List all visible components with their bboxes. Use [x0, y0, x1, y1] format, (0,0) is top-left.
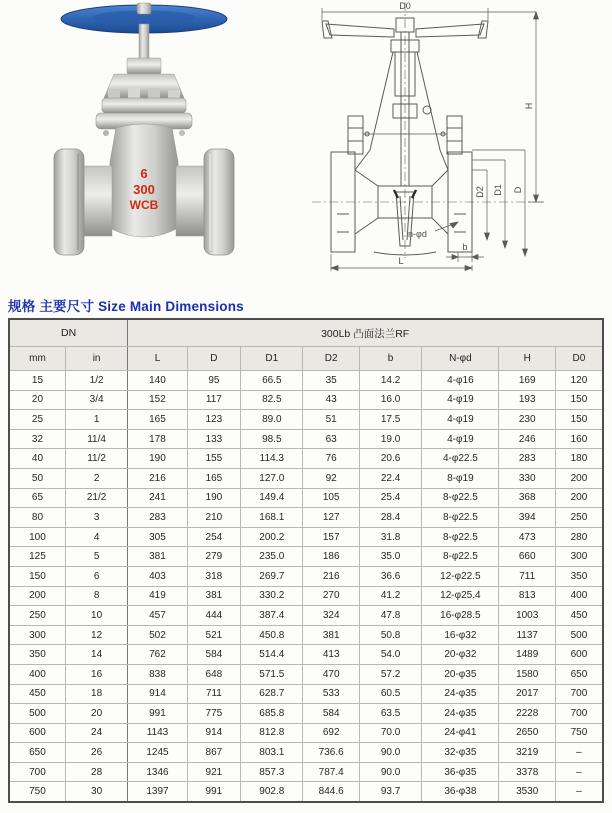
cell-d2: 584 — [303, 704, 359, 724]
cell-dn-in: 4 — [65, 527, 127, 547]
cell-b: 35.0 — [359, 547, 421, 567]
cell-h: 169 — [499, 371, 555, 391]
valve-photo — [52, 2, 238, 268]
cell-h: 330 — [499, 468, 555, 488]
table-row — [9, 566, 603, 586]
cell-h: 246 — [499, 429, 555, 449]
photo-marking-class: 300 — [133, 182, 155, 197]
cell-d: 914 — [187, 723, 240, 743]
cell-l: 1245 — [128, 743, 187, 763]
cell-b: 60.5 — [359, 684, 421, 704]
cell-d2: 270 — [303, 586, 359, 606]
valve-drawing-graphic — [308, 0, 548, 278]
cell-d0: 200 — [555, 488, 603, 508]
cell-h: 3219 — [499, 743, 555, 763]
cell-n-phi-d: 12-φ22.5 — [422, 566, 499, 586]
cell-d0: 250 — [555, 508, 603, 528]
cell-l: 1397 — [128, 782, 187, 802]
cell-n-phi-d: 8-φ19 — [422, 468, 499, 488]
table-row — [9, 429, 603, 449]
cell-d2: 157 — [303, 527, 359, 547]
cell-d2: 381 — [303, 625, 359, 645]
cell-d0: 400 — [555, 586, 603, 606]
table-row — [9, 488, 603, 508]
cell-h: 193 — [499, 390, 555, 410]
cell-d: 133 — [187, 429, 240, 449]
cell-d: 165 — [187, 468, 240, 488]
cell-d: 254 — [187, 527, 240, 547]
cell-b: 19.0 — [359, 429, 421, 449]
cell-d2: 127 — [303, 508, 359, 528]
cell-dn-in: 2 — [65, 468, 127, 488]
cell-n-phi-d: 16-φ28.5 — [422, 606, 499, 626]
cell-n-phi-d: 8-φ22.5 — [422, 527, 499, 547]
cell-dn-mm: 20 — [9, 390, 65, 410]
cell-dn-in: 3 — [65, 508, 127, 528]
cell-d2: 533 — [303, 684, 359, 704]
cell-dn-mm: 750 — [9, 782, 65, 802]
cell-l: 838 — [128, 664, 187, 684]
cell-dn-mm: 600 — [9, 723, 65, 743]
cell-d0: – — [555, 782, 603, 802]
cell-d1: 387.4 — [241, 606, 303, 626]
dim-label-d: D — [513, 186, 523, 194]
cell-h: 283 — [499, 449, 555, 469]
cell-dn-in: 1 — [65, 410, 127, 430]
cell-d1: 149.4 — [241, 488, 303, 508]
cell-dn-mm: 650 — [9, 743, 65, 763]
cell-b: 25.4 — [359, 488, 421, 508]
photo-body — [110, 124, 178, 237]
cell-l: 914 — [128, 684, 187, 704]
table-row — [9, 508, 603, 528]
cell-h: 813 — [499, 586, 555, 606]
cell-dn-mm: 300 — [9, 625, 65, 645]
cell-l: 165 — [128, 410, 187, 430]
cell-dn-mm: 15 — [9, 371, 65, 391]
cell-dn-in: 1/2 — [65, 371, 127, 391]
cell-dn-in: 21/2 — [65, 488, 127, 508]
table-row — [9, 527, 603, 547]
cell-dn-in: 10 — [65, 606, 127, 626]
cell-l: 381 — [128, 547, 187, 567]
cell-b: 16.0 — [359, 390, 421, 410]
table-row — [9, 468, 603, 488]
cell-d0: 650 — [555, 664, 603, 684]
cell-n-phi-d: 4-φ19 — [422, 410, 499, 430]
table-column-header-row — [9, 347, 603, 371]
cell-d: 117 — [187, 390, 240, 410]
cell-h: 1137 — [499, 625, 555, 645]
cell-d2: 43 — [303, 390, 359, 410]
cell-d0: 150 — [555, 390, 603, 410]
table-row — [9, 684, 603, 704]
table-row — [9, 704, 603, 724]
cell-n-phi-d: 20-φ32 — [422, 645, 499, 665]
table-row — [9, 371, 603, 391]
cell-l: 1346 — [128, 762, 187, 782]
cell-d0: 450 — [555, 606, 603, 626]
table-row — [9, 782, 603, 802]
cell-l: 283 — [128, 508, 187, 528]
cell-l: 216 — [128, 468, 187, 488]
cell-h: 368 — [499, 488, 555, 508]
cell-l: 457 — [128, 606, 187, 626]
cell-dn-mm: 450 — [9, 684, 65, 704]
cell-d1: 127.0 — [241, 468, 303, 488]
photo-stem — [104, 24, 184, 98]
cell-dn-in: 18 — [65, 684, 127, 704]
cell-dn-mm: 350 — [9, 645, 65, 665]
cell-d2: 76 — [303, 449, 359, 469]
cell-dn-mm: 125 — [9, 547, 65, 567]
cell-d: 95 — [187, 371, 240, 391]
cell-d2: 787.4 — [303, 762, 359, 782]
cell-d0: 180 — [555, 449, 603, 469]
cell-d2: 736.6 — [303, 743, 359, 763]
cell-d: 318 — [187, 566, 240, 586]
cell-l: 991 — [128, 704, 187, 724]
cell-d0: 150 — [555, 410, 603, 430]
cell-dn-in: 6 — [65, 566, 127, 586]
cell-d2: 105 — [303, 488, 359, 508]
dim-label-n-phi-d: n-φd — [408, 229, 427, 239]
cell-l: 152 — [128, 390, 187, 410]
valve-drawing — [308, 0, 548, 278]
cell-dn-mm: 500 — [9, 704, 65, 724]
cell-d2: 324 — [303, 606, 359, 626]
cell-dn-in: 14 — [65, 645, 127, 665]
cell-d2: 35 — [303, 371, 359, 391]
cell-b: 28.4 — [359, 508, 421, 528]
valve-photo-graphic — [52, 2, 238, 268]
table-group-header-row — [9, 319, 603, 347]
cell-d2: 844.6 — [303, 782, 359, 802]
page-title: 规格 主要尺寸 Size Main Dimensions — [8, 299, 244, 314]
cell-n-phi-d: 36-φ38 — [422, 782, 499, 802]
cell-d2: 692 — [303, 723, 359, 743]
cell-d2: 51 — [303, 410, 359, 430]
cell-dn-mm: 40 — [9, 449, 65, 469]
cell-d: 381 — [187, 586, 240, 606]
cell-n-phi-d: 4-φ19 — [422, 390, 499, 410]
cell-dn-in: 16 — [65, 664, 127, 684]
cell-d: 711 — [187, 684, 240, 704]
dimensions-table — [8, 318, 604, 803]
cell-dn-mm: 25 — [9, 410, 65, 430]
cell-h: 1489 — [499, 645, 555, 665]
cell-d1: 114.3 — [241, 449, 303, 469]
table-row — [9, 743, 603, 763]
cell-dn-in: 12 — [65, 625, 127, 645]
cell-h: 2228 — [499, 704, 555, 724]
figures-row — [0, 0, 612, 292]
cell-d1: 857.3 — [241, 762, 303, 782]
cell-dn-mm: 200 — [9, 586, 65, 606]
cell-h: 3530 — [499, 782, 555, 802]
cell-h: 660 — [499, 547, 555, 567]
cell-d1: 269.7 — [241, 566, 303, 586]
cell-d1: 82.5 — [241, 390, 303, 410]
cell-dn-mm: 700 — [9, 762, 65, 782]
dim-label-d0: D0 — [399, 1, 411, 11]
cell-d1: 450.8 — [241, 625, 303, 645]
cell-b: 90.0 — [359, 762, 421, 782]
col-header-d: D — [187, 347, 240, 371]
cell-n-phi-d: 16-φ32 — [422, 625, 499, 645]
photo-marking-size: 6 — [140, 166, 148, 181]
cell-d2: 186 — [303, 547, 359, 567]
cell-dn-mm: 50 — [9, 468, 65, 488]
cell-dn-in: 30 — [65, 782, 127, 802]
cell-l: 190 — [128, 449, 187, 469]
cell-b: 54.0 — [359, 645, 421, 665]
cell-dn-in: 11/4 — [65, 429, 127, 449]
cell-n-phi-d: 32-φ35 — [422, 743, 499, 763]
cell-h: 3378 — [499, 762, 555, 782]
cell-b: 31.8 — [359, 527, 421, 547]
col-header-d0: D0 — [555, 347, 603, 371]
cell-d1: 330.2 — [241, 586, 303, 606]
cell-dn-mm: 65 — [9, 488, 65, 508]
table-row — [9, 449, 603, 469]
cell-n-phi-d: 8-φ22.5 — [422, 488, 499, 508]
col-header-in: in — [65, 347, 127, 371]
cell-d: 921 — [187, 762, 240, 782]
cell-dn-in: 24 — [65, 723, 127, 743]
cell-d1: 902.8 — [241, 782, 303, 802]
cell-l: 178 — [128, 429, 187, 449]
col-header-h: H — [499, 347, 555, 371]
cell-d1: 812.8 — [241, 723, 303, 743]
cell-d0: 300 — [555, 547, 603, 567]
col-header-l: L — [128, 347, 187, 371]
cell-l: 419 — [128, 586, 187, 606]
cell-d0: 120 — [555, 371, 603, 391]
cell-d0: – — [555, 762, 603, 782]
cell-d: 584 — [187, 645, 240, 665]
table-row — [9, 606, 603, 626]
cell-l: 305 — [128, 527, 187, 547]
cell-b: 57.2 — [359, 664, 421, 684]
cell-l: 403 — [128, 566, 187, 586]
cell-d0: 500 — [555, 625, 603, 645]
table-row — [9, 762, 603, 782]
cell-d1: 685.8 — [241, 704, 303, 724]
cell-d: 867 — [187, 743, 240, 763]
cell-n-phi-d: 4-φ19 — [422, 429, 499, 449]
cell-b: 90.0 — [359, 743, 421, 763]
cell-d1: 571.5 — [241, 664, 303, 684]
cell-dn-in: 26 — [65, 743, 127, 763]
cell-l: 241 — [128, 488, 187, 508]
cell-b: 22.4 — [359, 468, 421, 488]
table-row — [9, 645, 603, 665]
cell-dn-in: 8 — [65, 586, 127, 606]
cell-b: 41.2 — [359, 586, 421, 606]
dim-label-d1: D1 — [493, 184, 503, 196]
cell-d2: 470 — [303, 664, 359, 684]
cell-d: 190 — [187, 488, 240, 508]
cell-h: 711 — [499, 566, 555, 586]
cell-d1: 89.0 — [241, 410, 303, 430]
cell-d0: 350 — [555, 566, 603, 586]
cell-n-phi-d: 4-φ22.5 — [422, 449, 499, 469]
cell-dn-in: 28 — [65, 762, 127, 782]
cell-d1: 168.1 — [241, 508, 303, 528]
dim-label-h: H — [524, 102, 534, 110]
cell-d2: 216 — [303, 566, 359, 586]
cell-dn-in: 11/2 — [65, 449, 127, 469]
cell-dn-in: 20 — [65, 704, 127, 724]
cell-d0: 700 — [555, 704, 603, 724]
cell-n-phi-d: 24-φ35 — [422, 684, 499, 704]
cell-l: 1143 — [128, 723, 187, 743]
cell-h: 1580 — [499, 664, 555, 684]
cell-d2: 413 — [303, 645, 359, 665]
cell-d0: – — [555, 743, 603, 763]
table-row — [9, 410, 603, 430]
cell-n-phi-d: 20-φ35 — [422, 664, 499, 684]
cell-d: 775 — [187, 704, 240, 724]
cell-n-phi-d: 8-φ22.5 — [422, 508, 499, 528]
cell-d: 648 — [187, 664, 240, 684]
cell-dn-mm: 80 — [9, 508, 65, 528]
table-body — [9, 371, 603, 803]
cell-dn-mm: 150 — [9, 566, 65, 586]
cell-n-phi-d: 4-φ16 — [422, 371, 499, 391]
cell-b: 20.6 — [359, 449, 421, 469]
table-row — [9, 586, 603, 606]
cell-d2: 63 — [303, 429, 359, 449]
cell-d: 123 — [187, 410, 240, 430]
cell-d1: 235.0 — [241, 547, 303, 567]
photo-marking-material: WCB — [129, 198, 159, 212]
col-header-b: b — [359, 347, 421, 371]
cell-h: 2017 — [499, 684, 555, 704]
cell-n-phi-d: 8-φ22.5 — [422, 547, 499, 567]
cell-d1: 803.1 — [241, 743, 303, 763]
cell-d: 991 — [187, 782, 240, 802]
table-row — [9, 390, 603, 410]
cell-d: 155 — [187, 449, 240, 469]
cell-dn-mm: 250 — [9, 606, 65, 626]
cell-d1: 66.5 — [241, 371, 303, 391]
table-row — [9, 723, 603, 743]
cell-d1: 628.7 — [241, 684, 303, 704]
col-header-d2: D2 — [303, 347, 359, 371]
cell-d0: 280 — [555, 527, 603, 547]
cell-b: 93.7 — [359, 782, 421, 802]
col-header-n-phi-d: N-φd — [422, 347, 499, 371]
cell-d1: 514.4 — [241, 645, 303, 665]
cell-n-phi-d: 24-φ35 — [422, 704, 499, 724]
cell-b: 50.8 — [359, 625, 421, 645]
cell-d1: 200.2 — [241, 527, 303, 547]
dim-label-d2: D2 — [475, 186, 485, 198]
cell-b: 47.8 — [359, 606, 421, 626]
dim-label-l: L — [398, 256, 404, 266]
cell-l: 762 — [128, 645, 187, 665]
cell-dn-mm: 400 — [9, 664, 65, 684]
dim-label-b: b — [462, 242, 468, 252]
cell-d: 521 — [187, 625, 240, 645]
cell-b: 36.6 — [359, 566, 421, 586]
cell-h: 394 — [499, 508, 555, 528]
cell-l: 140 — [128, 371, 187, 391]
cell-h: 1003 — [499, 606, 555, 626]
group-header-dn: DN — [9, 319, 128, 347]
cell-d0: 200 — [555, 468, 603, 488]
cell-h: 473 — [499, 527, 555, 547]
table-row — [9, 664, 603, 684]
table-row — [9, 547, 603, 567]
cell-d: 444 — [187, 606, 240, 626]
cell-dn-in: 3/4 — [65, 390, 127, 410]
cell-d: 279 — [187, 547, 240, 567]
cell-n-phi-d: 36-φ35 — [422, 762, 499, 782]
cell-dn-mm: 32 — [9, 429, 65, 449]
cell-d0: 750 — [555, 723, 603, 743]
group-header-300lb: 300Lb 凸面法兰RF — [128, 319, 603, 347]
cell-h: 230 — [499, 410, 555, 430]
table-row — [9, 625, 603, 645]
cell-n-phi-d: 12-φ25.4 — [422, 586, 499, 606]
cell-d0: 700 — [555, 684, 603, 704]
cell-d0: 600 — [555, 645, 603, 665]
cell-d2: 92 — [303, 468, 359, 488]
cell-l: 502 — [128, 625, 187, 645]
cell-b: 14.2 — [359, 371, 421, 391]
col-header-d1: D1 — [241, 347, 303, 371]
cell-dn-mm: 100 — [9, 527, 65, 547]
cell-d1: 98.5 — [241, 429, 303, 449]
cell-n-phi-d: 24-φ41 — [422, 723, 499, 743]
cell-b: 63.5 — [359, 704, 421, 724]
cell-b: 17.5 — [359, 410, 421, 430]
cell-h: 2650 — [499, 723, 555, 743]
cell-dn-in: 5 — [65, 547, 127, 567]
cell-b: 70.0 — [359, 723, 421, 743]
col-header-mm: mm — [9, 347, 65, 371]
cell-d0: 160 — [555, 429, 603, 449]
cell-d: 210 — [187, 508, 240, 528]
